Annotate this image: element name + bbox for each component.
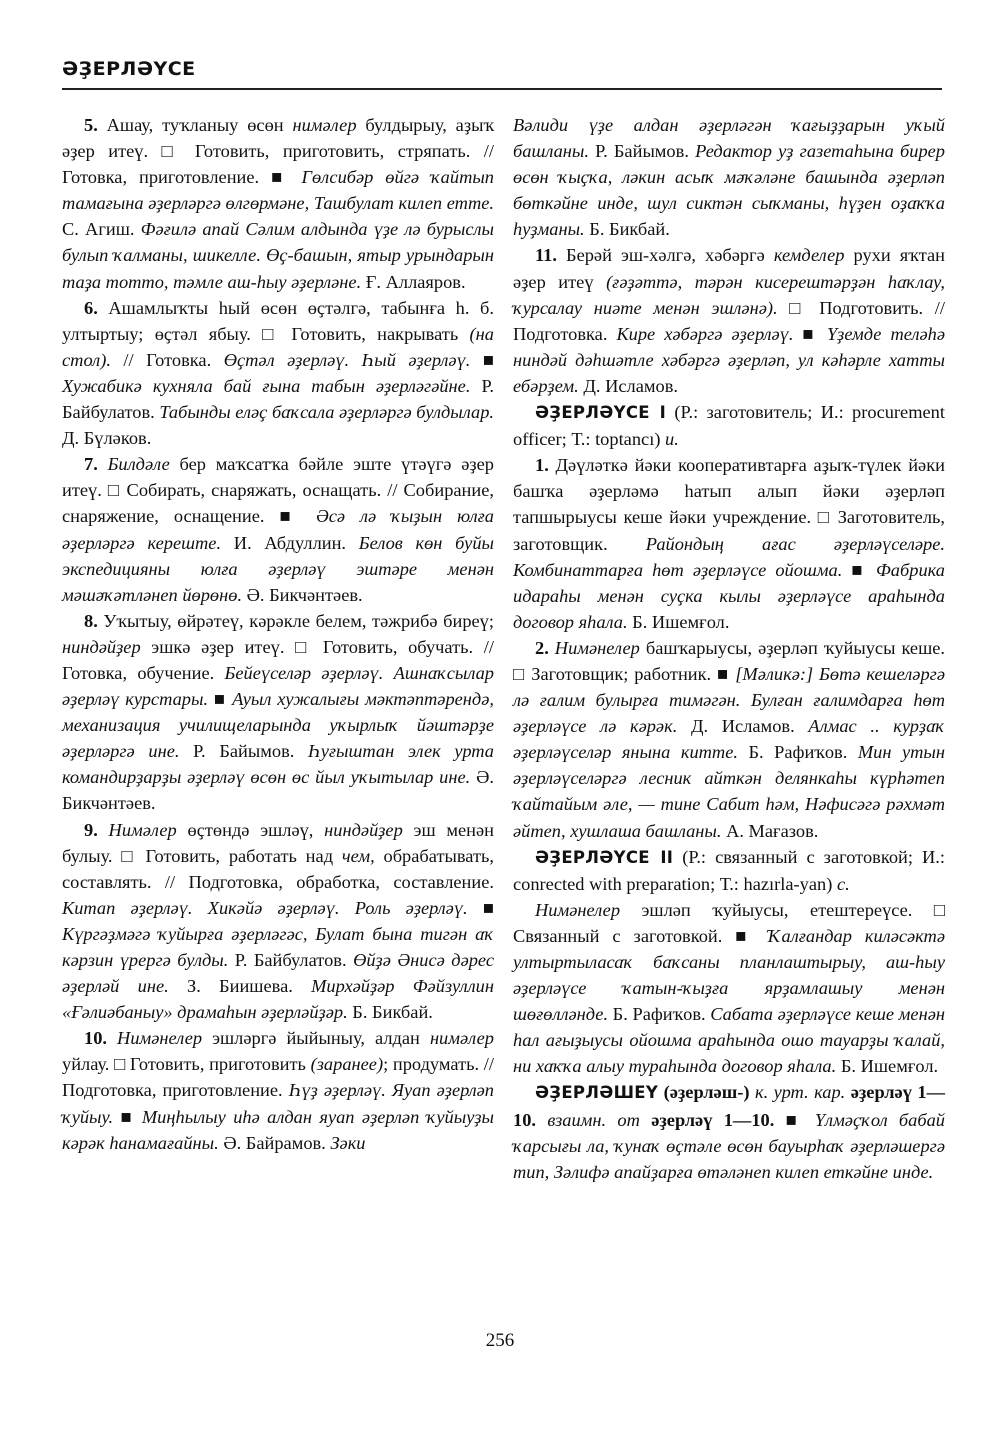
example: Һүҙ әҙерләү. Яуап әҙерләп ҡуйыу. (62, 1080, 494, 1127)
citation: Ә. Байрамов. (218, 1132, 331, 1153)
citation: Б. Бикбай. (584, 219, 670, 240)
example: Өйҙә Әнисә дәрес әҙерләй ине. (62, 950, 495, 997)
header-rule (62, 88, 942, 90)
example: Белов көн буйы экспедицияны юлға әҙерләү эштәре менән мәшәҡәтләнеп йөрөнө. (62, 532, 494, 605)
sense-5: 5. Ашау, туҡланыу өсөн нимәлер булдырыу, аҙыҡ әҙер итеү. □ Готовить, приготовить, стряпать. // Готовка, приготовление. ■ Гөлсибәр өйгә ҡайтып тамағына әҙерләргә өлгөрмәне, Ташбулат килеп етте. С. Агиш. Фәғилә апай Сәлим алдында үҙе лә бурыслы булып ҡалманы, шикелле. Өҫ-башын, ятыр урындарын таҙа тотто, тәмле аш-һыу әҙерләне. Ғ. Аллаяров. (62, 115, 495, 292)
example: Китап әҙерләү. Хикәйә әҙерләү. Роль әҙерләү. (62, 897, 468, 918)
example: Фабрика идараһы менән суҫка кылы әҙерләүсе араһында договор яһала. (513, 559, 945, 632)
citation: Ә. Бикчәнтәев. (62, 767, 494, 814)
sense-number: 9. (84, 819, 98, 840)
running-head: ӘҘЕРЛӘҮСЕ (62, 58, 196, 80)
sense-number: 5. (84, 115, 98, 135)
citation: И. Абдуллин. (221, 532, 359, 553)
sense-number: 2. (535, 637, 549, 658)
citation: Р. Байымов. (179, 741, 309, 762)
example: Үҙемде теләһә ниндәй дәһшәтле хәбәргә әҙерләп, ул кәһәрле хатты ебәрҙем. (513, 323, 945, 396)
citation: Р. Байбулатов. (228, 950, 354, 970)
citation: З. Биишева. (168, 976, 312, 997)
example: Үлмәҫҡол бабай ҡарсығы ла, ҡунаҡ өҫтәле өсөн бауырһаҡ әҙерләшергә тип, Зәлифә апайҙарға өтәләнеп килеп еткәйне инде. (513, 1109, 946, 1182)
entry-azerlasheu: ӘҘЕРЛӘШЕҮ (әҙерләш-) к. урт. кар. әҙерләү 1—10. взаимн. от әҙерләү 1—10. ■ Үлмәҫҡол бабай ҡарсығы ла, ҡунаҡ өҫтәле өсөн бауырһаҡ әҙерләшергә тип, Зәлифә апайҙарға өтәләнеп килеп еткәйне инде. (513, 1082, 946, 1182)
citation: А. Мағазов. (721, 820, 819, 841)
sense-number: 6. (84, 297, 98, 318)
example: Райондың ағас әҙерләүселәре. Комбинаттарға һөт әҙерләүсе ойошма. (513, 533, 945, 580)
example: [Мәликә:] Бөтә кешеләргә лә ғалим булырға тимәгән. Булған ғалимдарға һөт әҙерләүсе лә кәрәк. (513, 663, 945, 737)
citation: Б. Рафиҡов. (737, 742, 858, 763)
sense-number: 10. (84, 1028, 107, 1049)
example: Табынды еләҫ баҡсала әҙерләргә булдылар. (159, 402, 494, 423)
sense-number: 11. (535, 245, 557, 266)
headword: ӘҘЕРЛӘҮСЕ I (535, 403, 667, 423)
part-of-speech: и. (665, 429, 679, 450)
example: Ҡалғандар киләсәктә ултыртыласаҡ баҡсаны планлаштырыу, аш-һыу әҙерләүсе ҡатын-ҡыҙға ярҙамлашыу менән шөғөлләнде. (513, 925, 945, 1025)
sense-9: 9. Нимәлер өҫтөндә эшләү, ниндәйҙер эш менән булыу. □ Готовить, работать над чем, обрабатывать, составлять. // Подготовка, обработка, составление. Китап әҙерләү. Хикәйә әҙерләү. Роль әҙерләү. ■ Күргәҙмәгә ҡуйырға әҙерләгәс, Булат бына тигән аҡ кәрзин үрергә булды. Р. Байбулатов. Өйҙә Әнисә дәрес әҙерләй ине. З. Биишева. Мирхәйҙәр Фәйзуллин «Ғәлиәбаныу» драмаһын әҙерләйҙәр. Б. Бикбай. (62, 819, 495, 1023)
page-number: 256 (485, 1330, 515, 1351)
example: Миңһылыу иһә алдан яуап әҙерләп ҡуйыуҙы кәрәк һанамағайны. (62, 1106, 494, 1153)
example: Мирхәйҙәр Фәйзуллин «Ғәлиәбаныу» драмаһын әҙерләйҙәр. (62, 976, 494, 1023)
headword: ӘҘЕРЛӘҮСЕ II (535, 847, 674, 867)
example: Һуғыштан элек урта командирҙарҙы әҙерләү өсөн өс йыл уҡытылар ине. (62, 741, 494, 788)
entry-1-sense-1: 1. Дәүләткә йәки кооперативтарға аҙыҡ-түлек йәки башҡа әҙерләмә һатып алып йәки әҙерләп тапшырыусы кеше йәки учреждение. □ Заготовитель, заготовщик. Райондың ағас әҙерләүселәре. Комбинаттарға һөт әҙерләүсе ойошма. ■ Фабрика идараһы менән суҫка кылы әҙерләүсе араһында договор яһала. Б. Ишемғол. (513, 455, 945, 632)
example: Бейеүселәр әҙерләү. Ашнаҡсылар әҙерләү курстары. (62, 662, 494, 710)
sense-10-continuation (513, 112, 945, 242)
left-column (62, 112, 494, 1156)
citation: Р. Байбулатов. (62, 375, 494, 423)
example: Сабата әҙерләүсе кеше менән һал ағыҙыусы ойошма араһында ошо тауарҙы ҡалай, ни хаҡҡа алыу тураһында договор яһала. (513, 1004, 945, 1077)
citation: Р. Байымов. (588, 141, 696, 162)
example: Фәғилә апай Сәлим алдында үҙе лә бурыслы булып ҡалманы, шикелле. Өҫ-башын, ятыр урындарын таҙа тотто, тәмле аш-һыу әҙерләне. (62, 219, 494, 292)
sense-number: 1. (535, 455, 549, 476)
example: Зәки (330, 1132, 366, 1153)
citation: Д. Исламов. (677, 716, 809, 737)
entry-1-sense-2: 2. Нимәнелер башҡарыусы, әҙерләп ҡуйыусы кеше. □ Заготовщик; работник. ■ [Мәликә:] Бөтә кешеләргә лә ғалим булырға тимәгән. Булған ғалимдарға һөт әҙерләүсе лә кәрәк. Д. Исламов. Алмас .. курҙаҡ әҙерләүселәр янына китте. Б. Рафиҡов. Мин утын әҙерләүселәргә лесник айткән делянкаһы күрһәтеп ҡайтайым әле, — тине Сабит һәм, Нәфисәгә рәхмәт әйтеп, хушлаша башланы. А. Мағазов. (513, 637, 946, 841)
example: Гөлсибәр өйгә ҡайтып тамағына әҙерләргә өлгөрмәне, Ташбулат килеп етте. (62, 167, 495, 214)
part-of-speech: с. (836, 873, 850, 894)
example: Алмас .. курҙаҡ әҙерләүселәр янына китте. (513, 716, 946, 763)
entry-azerlause-2: ӘҘЕРЛӘҮСЕ II (Р.: связанный с заготовкой; И.: conrected with preparation; Т.: hazırla-yan) с. (513, 846, 946, 894)
example: Әсә лә ҡыҙын юлға әҙерләргә кереште. (62, 506, 494, 553)
example: Вәлиди үҙе алдан әҙерләгән ҡағыҙҙарын уҡый башланы. (513, 115, 945, 162)
sense-8: 8. Уҡытыу, өйрәтеү, кәрәкле белем, тәжрибә биреү; ниндәйҙер эшкә әҙер итеү. □ Готовить, обучать. // Готовка, обучение. Бейеүселәр әҙерләү. Ашнаҡсылар әҙерләү курстары. ■ Ауыл хужалығы мәктәптәрендә, механизация училищеларында уҡырлыҡ йәштәрҙе әҙерләргә ине. Р. Байымов. Һуғыштан элек урта командирҙарҙы әҙерләү өсөн өс йыл уҡытылар ине. Ә. Бикчәнтәев. (62, 610, 494, 814)
example: Редактор уҙ газетаһына бирер өсөн ҡыҫҡа, ләкин асыҡ мәҡәләне башында әҙерләп бөткәйне инде, шул сиктән сыҡманы, һүҙен оҙаҡҡа һуҙманы. (513, 141, 945, 240)
citation: Ә. Бикчәнтәев. (242, 584, 363, 605)
sense-number: 7. (84, 454, 98, 475)
citation: Б. Рафиҡов. (608, 1004, 711, 1025)
citation: С. Агиш. (62, 219, 141, 240)
sense-6: 6. Ашамлыҡты һый өсөн өҫтәлгә, табынға һ. б. ултыртыу; өҫтәл ябыу. □ Готовить, накрывать (на стол). // Готовка. Өҫтәл әҙерләү. Һый әҙерләү. ■ Хужабикә кухняла бай ғына табын әҙерләгәйне. Р. Байбулатов. Табынды еләҫ баҡсала әҙерләргә булдылар. Д. Бүләков. (62, 297, 494, 449)
entry-azerlause-1: ӘҘЕРЛӘҮСЕ I (Р.: заготовитель; И.: procurement officer; Т.: toptancı) и. (513, 402, 945, 450)
example: Күргәҙмәгә ҡуйырға әҙерләгәс, Булат бына тигән аҡ кәрзин үрергә булды. (62, 923, 494, 970)
citation: Д. Исламов. (578, 375, 678, 396)
example: Ауыл хужалығы мәктәптәрендә, механизация училищеларында уҡырлыҡ йәштәрҙе әҙерләргә ине. (62, 689, 494, 762)
example: Мин утын әҙерләүселәргә лесник айткән делянкаһы күрһәтеп ҡайтайым әле, — тине Сабит һәм, Нәфисәгә рәхмәт әйтеп, хушлаша башланы. (513, 742, 945, 841)
citation: Ғ. Аллаяров. (361, 271, 466, 292)
example: Хужабикә кухняла бай ғына табын әҙерләгәйне. (62, 375, 471, 396)
example: Өҫтәл әҙерләү. Һый әҙерләү. (223, 349, 471, 370)
example: Кире хәбәргә әҙерләү. (616, 323, 794, 344)
citation: Б. Бикбай. (347, 1002, 433, 1023)
citation: Б. Ишемғол. (627, 611, 730, 632)
entry-2-sense: Нимәнелер эшләп ҡуйыусы, етештереүсе. □ Связанный с заготовкой. ■ Ҡалғандар киләсәктә ултыртыласаҡ баҡсаны планлаштырыу, аш-һыу әҙерләүсе ҡатын-ҡыҙға ярҙамлашыу менән шөғөлләнде. Б. Рафиҡов. Сабата әҙерләүсе кеше менән һал ағыҙыусы ойошма араһында ошо тауарҙы ҡалай, ни хаҡҡа алыу тураһында договор яһала. Б. Ишемғол. (513, 899, 945, 1077)
sense-10: 10. Нимәнелер эшләргә йыйыныу, алдан нимәлер уйлау. □ Готовить, приготовить (заранее); продумать. // Подготовка, приготовление. Һүҙ әҙерләү. Яуап әҙерләп ҡуйыу. ■ Миңһылыу иһә алдан яуап әҙерләп ҡуйыуҙы кәрәк һанамағайны. Ә. Байрамов. Зәки (62, 1028, 494, 1153)
sense-number: 8. (84, 610, 98, 631)
headword: ӘҘЕРЛӘШЕҮ (535, 1083, 659, 1103)
citation: Д. Бүләков. (62, 428, 152, 449)
sense-7: 7. Билдәле бер маҡсатҡа бәйле эште үтәүгә әҙер итеү. □ Собирать, снаряжать, оснащать. // Собирание, снаряжение, оснащение. ■ Әсә лә ҡыҙын юлға әҙерләргә кереште. И. Абдуллин. Белов көн буйы экспедицияны юлға әҙерләү эштәре менән мәшәҡәтләнеп йөрөнө. Ә. Бикчәнтәев. (62, 454, 494, 605)
right-column (513, 112, 945, 1185)
sense-11: 11. Берәй эш-хәлгә, хәбәргә кемделер рухи яҡтан әҙер итеү (ғәҙәттә, тәрән кисерештәрҙән һаҡлау, ҡурсалау ниәте менән эшләнә). □ Подготовить. // Подготовка. Кире хәбәргә әҙерләү. ■ Үҙемде теләһә ниндәй дәһшәтле хәбәргә әҙерләп, ул кәһәрле хатты ебәрҙем. Д. Исламов. (513, 245, 945, 396)
citation: Б. Ишемғол. (836, 1056, 939, 1077)
